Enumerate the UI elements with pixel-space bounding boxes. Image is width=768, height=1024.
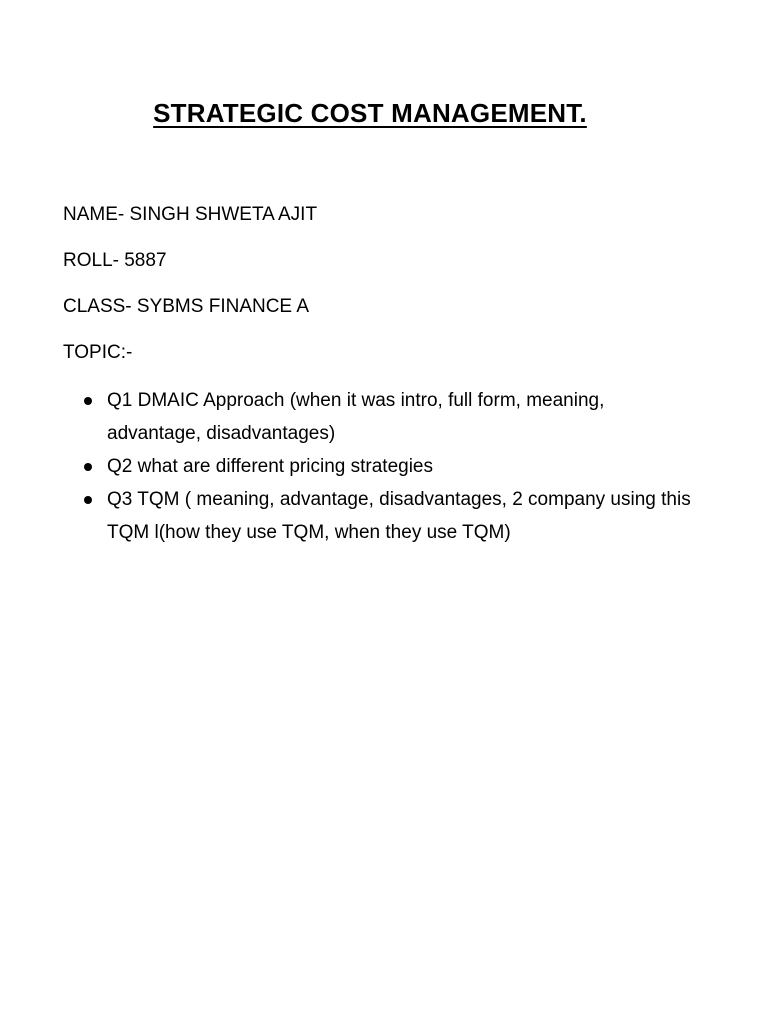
page-title: STRATEGIC COST MANAGEMENT. xyxy=(153,98,587,128)
class-name: CLASS- SYBMS FINANCE A xyxy=(63,296,310,317)
student-name: NAME- SINGH SHWETA AJIT xyxy=(63,204,318,225)
list-item xyxy=(63,450,703,483)
topic-text: Q1 DMAIC Approach (when it was intro, full form, meaning, advantage, disadvantages) xyxy=(107,390,605,444)
topic-list xyxy=(63,384,703,549)
roll-number: ROLL- 5887 xyxy=(63,250,167,271)
topic-heading: TOPIC:- xyxy=(63,342,133,363)
list-item xyxy=(63,483,703,549)
bullet-icon xyxy=(84,397,92,405)
bullet-icon xyxy=(84,496,92,504)
topic-text: Q2 what are different pricing strategies xyxy=(107,456,433,477)
list-item xyxy=(63,384,703,450)
bullet-icon xyxy=(84,463,92,471)
topic-text: Q3 TQM ( meaning, advantage, disadvantages, 2 company using this TQM l(how they use TQM, when they use TQM) xyxy=(107,489,691,543)
